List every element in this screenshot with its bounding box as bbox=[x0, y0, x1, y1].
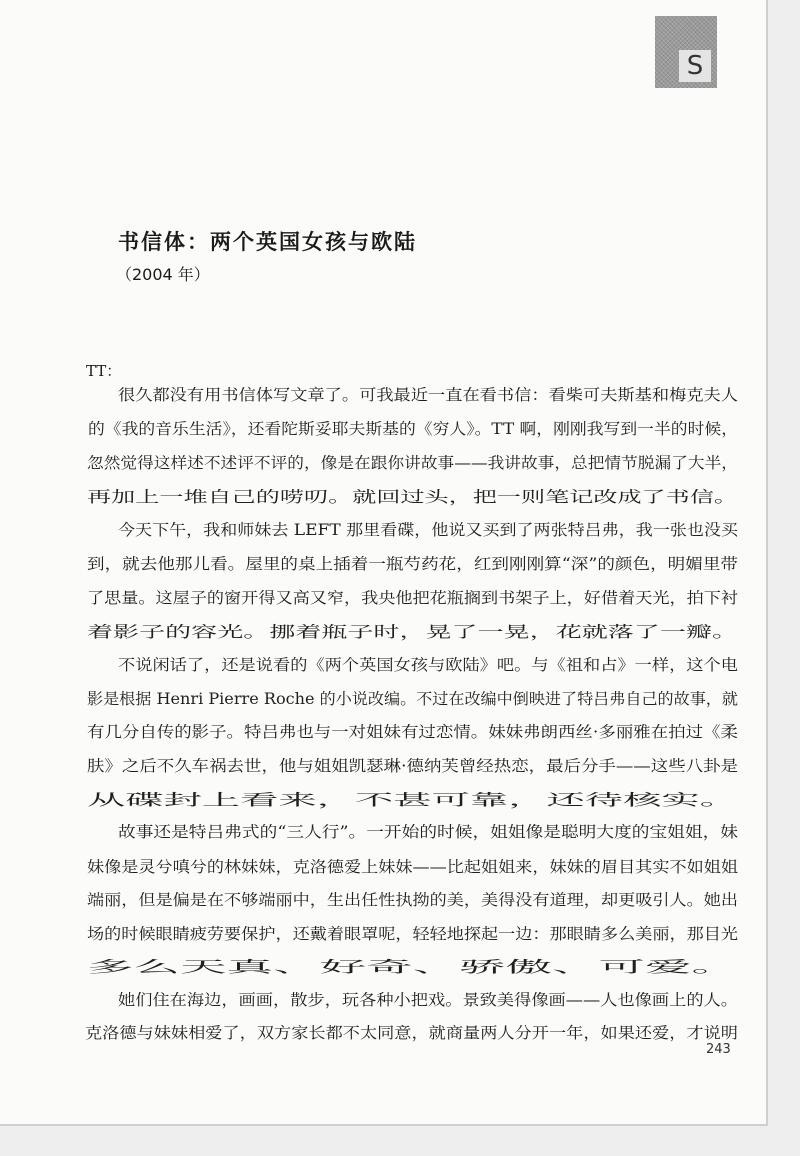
text-line: 故事还是特吕弗式的“三人行”。一开始的时候，姐姐像是聪明大度的宝姐姐，妹 bbox=[118, 823, 738, 841]
text-line: 妹像是灵兮嗔兮的林妹妹，克洛德爱上妹妹——比起姐姐来，妹妹的眉目其实不如姐姐 bbox=[87, 858, 739, 876]
section-tab bbox=[655, 16, 717, 88]
text-line: 场的时候眼睛疲劳要保护，还戴着眼罩呢，轻轻地探起一边：那眼睛多么美丽，那目光 bbox=[87, 925, 739, 943]
text-line: 的《我的音乐生活》，还看陀斯妥耶夫斯基的《穷人》。TT 啊，刚刚我写到一半的时候， bbox=[88, 420, 739, 438]
text-line: 忽然觉得这样述不述评不评的，像是在跟你讲故事——我讲故事，总把情节脱漏了大半， bbox=[87, 454, 738, 472]
text-line: 端丽，但是偏是在不够端丽中，生出任性执拗的美，美得没有道理，却更吸引人。她出 bbox=[87, 891, 739, 909]
article-title: 书信体：两个英国女孩与欧陆 bbox=[118, 230, 417, 254]
text-line: 克洛德与妹妹相爱了，双方家长都不太同意，就商量两人分开一年，如果还爱，才说明 bbox=[85, 1024, 738, 1042]
text-line: 不说闲话了，还是说看的《两个英国女孩与欧陆》吧。与《祖和占》一样，这个电 bbox=[118, 656, 739, 674]
salutation: TT： bbox=[86, 362, 122, 380]
text-line: 她们住在海边，画画，散步，玩各种小把戏。景致美得像画——人也像画上的人。 bbox=[118, 991, 739, 1009]
text-line: 从碟封上看来，不甚可靠，还待核实。 bbox=[87, 791, 739, 809]
section-letter: S bbox=[679, 50, 711, 82]
text-line: 肤》之后不久车祸去世，他与姐姐凯瑟琳·德纳芙曾经热恋，最后分手——这些八卦是 bbox=[87, 757, 738, 775]
text-line: 很久都没有用书信体写文章了。可我最近一直在看书信：看柴可夫斯基和梅克夫人 bbox=[118, 386, 739, 404]
text-line: 了思量。这屋子的窗开得又高又窄，我央他把花瓶搁到书架子上，好借着天光，拍下衬 bbox=[87, 589, 739, 607]
text-line: 今天下午，我和师妹去 LEFT 那里看碟，他说又买到了两张特吕弗，我一张也没买 bbox=[118, 521, 739, 539]
text-line: 有几分自传的影子。特吕弗也与一对姐妹有过恋情。妹妹弗朗西丝·多丽雅在拍过《柔 bbox=[87, 723, 738, 741]
text-line: 着影子的容光。挪着瓶子时，晃了一晃，花就落了一瓣。 bbox=[87, 623, 739, 641]
text-line: 再加上一堆自己的唠叨。就回过头，把一则笔记改成了书信。 bbox=[87, 488, 739, 506]
text-line: 到，就去他那儿看。屋里的桌上插着一瓶芍药花，红到刚刚算“深”的颜色，明媚里带 bbox=[87, 555, 739, 573]
text-line: 多么天真、好奇、骄傲、可爱。 bbox=[87, 958, 738, 976]
article-year: （2004 年） bbox=[116, 265, 210, 284]
page-number: 243 bbox=[706, 1042, 731, 1057]
text-line: 影是根据 Henri Pierre Roche 的小说改编。不过在改编中倒映进了特吕弗自己的故事，就 bbox=[87, 690, 738, 708]
